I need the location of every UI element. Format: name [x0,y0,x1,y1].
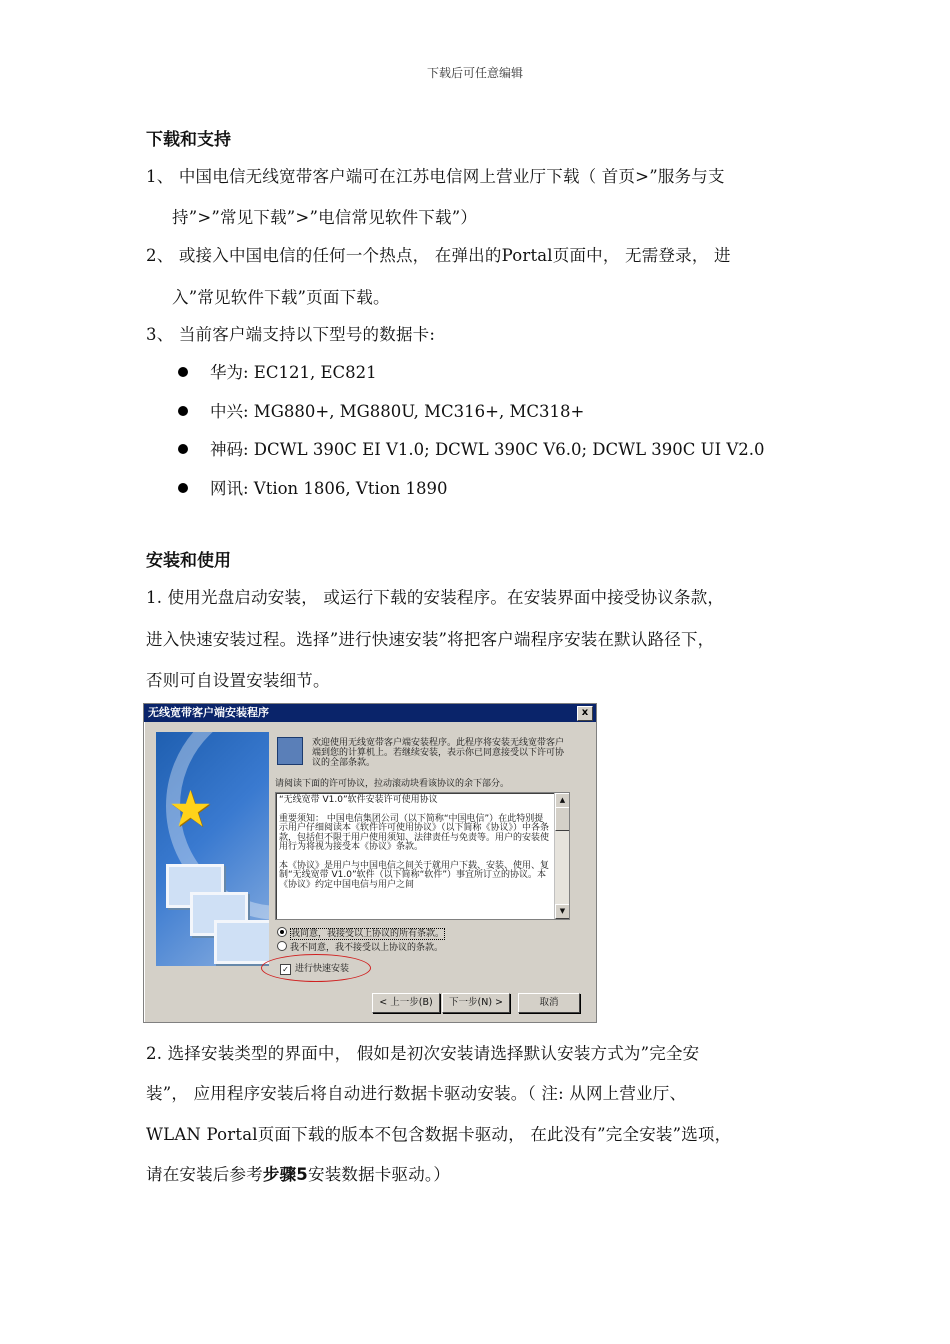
star-icon: ★ [168,780,213,838]
bullet-text: 华为: EC121, EC821 [210,363,377,382]
radio-unselected-icon[interactable] [277,941,287,951]
text-line: 入”常见软件下载”页面下载。 [172,288,390,307]
close-button[interactable]: x [577,706,593,721]
page-header: 下载后可任意编辑 [426,66,523,80]
bullet-item [178,398,584,422]
next-button[interactable]: 下一步(N) > [442,993,510,1013]
radio-decline-label: 我不同意，我不接受以上协议的条款。 [290,943,444,953]
dialog-titlebar [144,704,596,722]
license-scrollbar[interactable] [554,793,569,919]
bullet-dot-icon [178,406,188,416]
monitor-icon [214,920,269,964]
highlight-circle [261,954,371,982]
text-line: 3、 当前客户端支持以下型号的数据卡: [146,325,436,344]
checkbox-checked-icon[interactable]: ✓ [280,964,291,975]
bullet-text: 网讯: Vtion 1806, Vtion 1890 [210,479,448,498]
bullet-item [178,436,765,460]
bullet-dot-icon [178,367,188,377]
text-line: WLAN Portal页面下载的版本不包含数据卡驱动， 在此没有”完全安装”选项， [146,1125,732,1144]
text-line: 2. 选择安装类型的界面中， 假如是初次安装请选择默认安装方式为”完全安 [146,1044,700,1063]
text-fragment: 请在安装后参考 [146,1165,263,1184]
scroll-up-icon[interactable]: ▲ [555,793,570,808]
scroll-thumb[interactable] [555,807,570,831]
cancel-button[interactable]: 取消 [518,993,580,1013]
text-line: 1. 使用光盘启动安装， 或运行下载的安装程序。在安装界面中接受协议条款， [146,588,725,607]
installer-dialog [143,703,597,1023]
text-line: 1、 中国电信无线宽带客户端可在江苏电信网上营业厅下载（ 首页>”服务与支 [146,167,725,186]
bullet-item [178,475,448,499]
text-line: 进入快速安装过程。选择”进行快速安装”将把客户端程序安装在默认路径下， [146,630,715,649]
radio-accept-label: 我同意，我接受以上协议的所有条款。 [291,929,445,939]
radio-accept[interactable] [277,926,445,939]
license-text: “无线宽带 V1.0”软件安装许可使用协议 重要须知： 中国电信集团公司（以下简称“中国电信”）在此特别提示用户仔细阅读本《软件许可使用协议》（以下简称《协议》）中各条款，包括但不限于用户使用须知、法律责任与免责等。用户的安装使用行为将视为接受本《协议》条款。 本《协议》是用户与中国电信之间关于就用户下载、安装、使用、复制“无线宽带 V1.0”软件（以下简称“软件”）事宜所订立的协议。本《协议》约定中国电信与用户之间 [279,795,550,890]
text-line: 持”>”常见下载”>”电信常见软件下载”） [172,208,478,227]
text-line: 2、 或接入中国电信的任何一个热点， 在弹出的Portal页面中， 无需登录， 进 [146,246,731,265]
text-line: 否则可自设置安装细节。 [146,671,330,690]
installer-side-image [156,732,269,966]
license-textbox[interactable] [275,792,570,920]
license-prompt: 请阅读下面的许可协议，拉动滚动块看该协议的余下部分。 [275,779,510,789]
step-reference: 步骤5 [262,1165,308,1184]
text-line: 装”， 应用程序安装后将自动进行数据卡驱动安装。（ 注: 从网上营业厅、 [146,1084,687,1103]
text-fragment: 安装数据卡驱动。） [308,1165,451,1184]
bullet-dot-icon [178,483,188,493]
bullet-text: 神码: DCWL 390C EI V1.0; DCWL 390C V6.0; DCWL 390C UI V2.0 [210,440,765,459]
installer-icon [277,737,303,765]
scroll-down-icon[interactable]: ▼ [555,904,570,919]
bullet-text: 中兴: MG880+, MG880U, MC316+, MC318+ [210,402,585,421]
welcome-message: 欢迎使用无线宽带客户端安装程序。此程序将安装无线宽带客户端到您的计算机上。若继续安装，表示你已同意接受以下许可协议的全部条款。 [312,738,565,768]
quick-install-label: 进行快速安装 [295,964,350,974]
section-title-install: 安装和使用 [146,551,231,571]
section-title-download: 下载和支持 [146,130,231,150]
text-line [146,1161,450,1185]
bullet-dot-icon [178,444,188,454]
radio-selected-icon[interactable] [277,927,287,937]
dialog-title: 无线宽带客户端安装程序 [148,706,269,719]
back-button[interactable]: < 上一步(B) [372,993,440,1013]
radio-decline[interactable] [277,940,443,953]
bullet-item [178,359,377,383]
